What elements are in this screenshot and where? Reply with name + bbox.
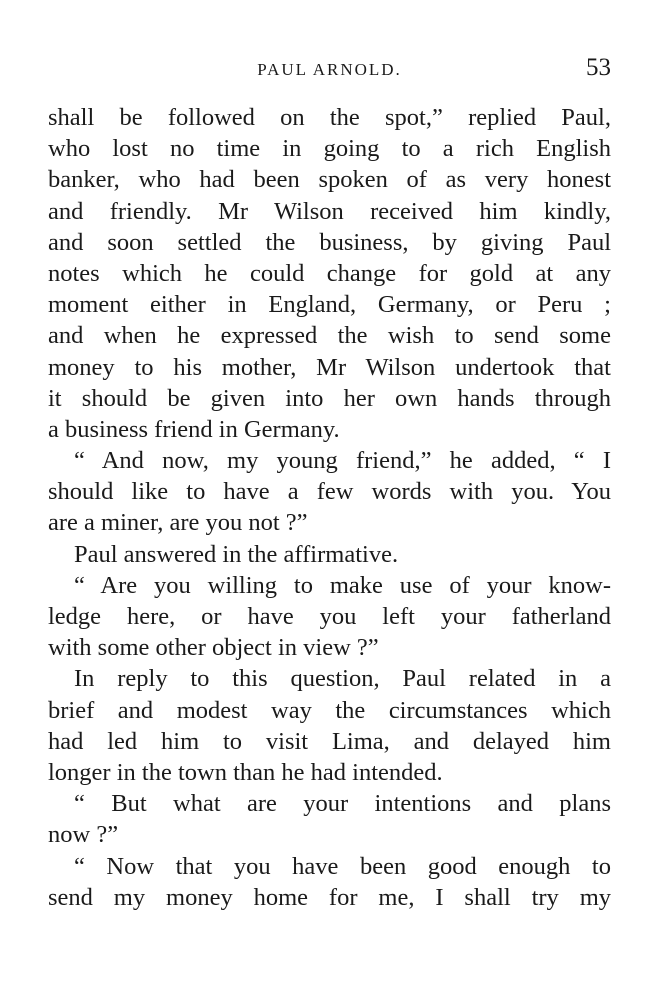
text-line: moment either in England, Germany, or Peru ;: [48, 291, 611, 319]
text-line: “ And now, my young friend,” he added, “ I: [74, 447, 611, 475]
text-line: and soon settled the business, by giving Paul: [48, 228, 611, 256]
text-line: Paul answered in the affirmative.: [74, 540, 399, 568]
text-line: send my money home for me, I shall try my: [48, 883, 611, 911]
text-line: who lost no time in going to a rich English: [48, 135, 611, 163]
text-line: shall be followed on the spot,” replied Paul,: [48, 104, 611, 131]
text-line: a business friend in Germany.: [48, 415, 340, 443]
text-line: In reply to this question, Paul related in a: [74, 665, 611, 693]
text-line: had led him to visit Lima, and delayed him: [48, 727, 611, 755]
text-line: and friendly. Mr Wilson received him kindly,: [48, 197, 611, 225]
running-head: [48, 54, 611, 86]
text-line: notes which he could change for gold at any: [48, 259, 611, 287]
text-line: with some other object in view ?”: [48, 634, 379, 662]
text-line: money to his mother, Mr Wilson undertook that: [48, 353, 611, 381]
text-line: longer in the town than he had intended.: [48, 758, 443, 786]
text-line: brief and modest way the circumstances which: [48, 696, 611, 724]
running-title: PAUL ARNOLD.: [257, 60, 402, 79]
text-line: “ But what are your intentions and plans: [74, 790, 611, 818]
text-line: and when he expressed the wish to send some: [48, 322, 611, 350]
text-line: should like to have a few words with you. You: [48, 478, 611, 506]
body-text: [48, 102, 611, 913]
text-line: are a miner, are you not ?”: [48, 509, 308, 537]
text-line: ledge here, or have you left your fatherland: [48, 603, 611, 630]
text-line: “ Are you willing to make use of your know-: [74, 571, 611, 599]
page-number: 53: [586, 54, 611, 81]
text-line: it should be given into her own hands through: [48, 384, 611, 412]
text-line: “ Now that you have been good enough to: [74, 852, 611, 880]
text-line: banker, who had been spoken of as very honest: [48, 166, 611, 194]
text-line: now ?”: [48, 821, 119, 849]
